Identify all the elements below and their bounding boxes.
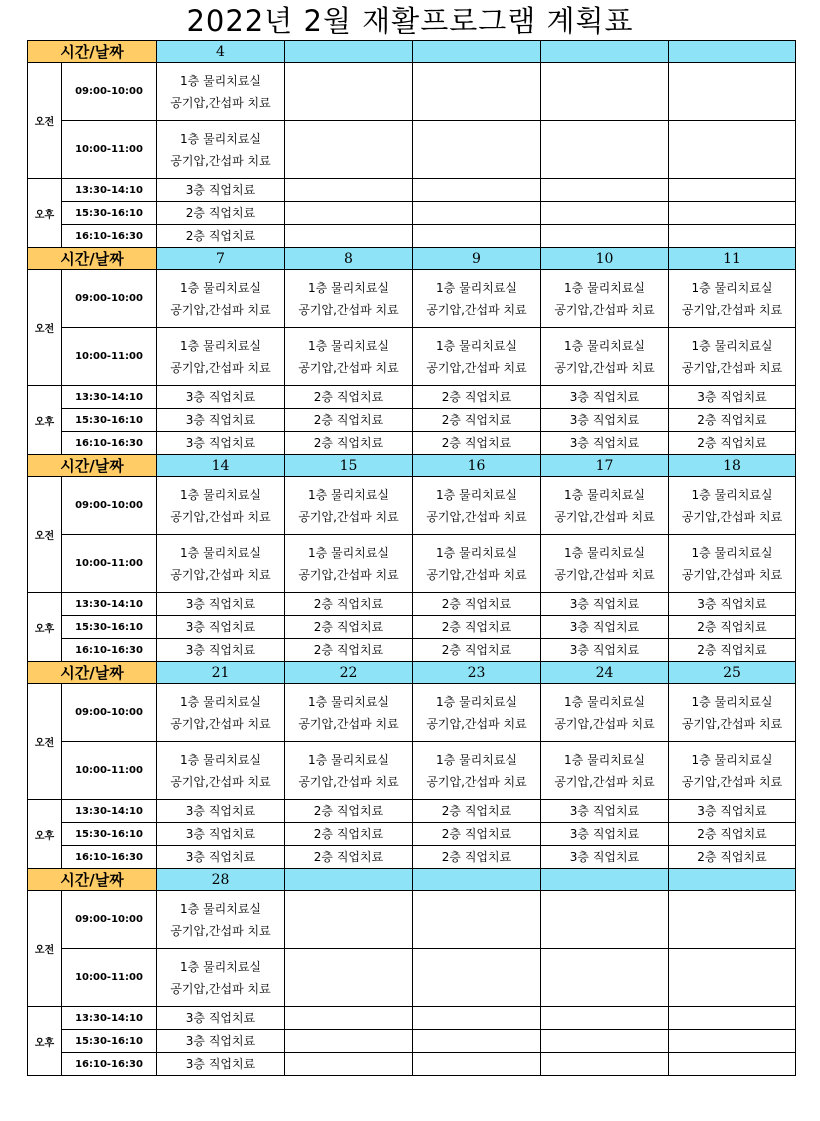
pm-session-cell: 2층 직업치료	[413, 823, 541, 846]
time-date-header: 시간/날짜	[28, 248, 157, 270]
session-location: 1층 물리치료실	[564, 338, 646, 353]
time-date-header: 시간/날짜	[28, 455, 157, 477]
session-treatment: 공기압,간섭파 치료	[426, 302, 527, 317]
date-cell: 15	[285, 455, 413, 477]
date-cell: 11	[669, 248, 796, 270]
pm-session-cell	[541, 1030, 669, 1053]
session-location: 1층 물리치료실	[691, 487, 773, 502]
pm-session-cell: 2층 직업치료	[413, 593, 541, 616]
period-am-label: 오전	[28, 270, 62, 386]
am-session-cell	[669, 477, 796, 535]
pm-session-cell: 2층 직업치료	[413, 846, 541, 869]
session-treatment: 공기압,간섭파 치료	[170, 567, 271, 582]
pm-session-cell: 3층 직업치료	[157, 432, 285, 455]
session-location: 1층 물리치료실	[180, 752, 262, 767]
am-session-cell	[669, 742, 796, 800]
pm-session-cell: 3층 직업치료	[669, 386, 796, 409]
pm-row	[28, 409, 796, 432]
am-session-cell	[413, 477, 541, 535]
session-treatment: 공기압,간섭파 치료	[681, 774, 783, 789]
time-slot: 10:00-11:00	[62, 535, 157, 593]
am-row	[28, 63, 796, 121]
date-cell: 28	[157, 869, 285, 891]
session-location: 1층 물리치료실	[436, 752, 518, 767]
pm-session-cell: 2층 직업치료	[413, 409, 541, 432]
am-session-cell	[669, 891, 796, 949]
session-location: 1층 물리치료실	[691, 752, 773, 767]
session-treatment: 공기압,간섭파 치료	[298, 302, 399, 317]
pm-row	[28, 1030, 796, 1053]
pm-session-cell: 2층 직업치료	[413, 386, 541, 409]
week-header-row	[28, 455, 796, 477]
pm-session-cell: 3층 직업치료	[541, 823, 669, 846]
am-session-cell	[285, 949, 413, 1007]
pm-session-cell	[541, 225, 669, 248]
session-treatment: 공기압,간섭파 치료	[170, 716, 271, 731]
period-pm-label: 오후	[28, 386, 62, 455]
pm-session-cell: 2층 직업치료	[157, 202, 285, 225]
date-cell: 14	[157, 455, 285, 477]
session-treatment: 공기압,간섭파 치료	[170, 981, 271, 996]
session-treatment: 공기압,간섭파 치료	[170, 360, 271, 375]
date-cell: 18	[669, 455, 796, 477]
date-cell	[541, 41, 669, 63]
session-location: 1층 물리치료실	[691, 280, 773, 295]
am-row	[28, 270, 796, 328]
session-treatment: 공기압,간섭파 치료	[170, 509, 271, 524]
pm-session-cell	[669, 1053, 796, 1076]
time-slot: 09:00-10:00	[62, 477, 157, 535]
pm-session-cell: 3층 직업치료	[541, 432, 669, 455]
am-session-cell	[285, 270, 413, 328]
time-slot: 13:30-14:10	[62, 179, 157, 202]
am-row	[28, 477, 796, 535]
am-session-cell	[157, 949, 285, 1007]
pm-session-cell	[285, 202, 413, 225]
am-session-cell	[413, 684, 541, 742]
week-header-row	[28, 869, 796, 891]
period-pm-label: 오후	[28, 593, 62, 662]
session-treatment: 공기압,간섭파 치료	[554, 302, 655, 317]
pm-row	[28, 593, 796, 616]
session-location: 1층 물리치료실	[436, 694, 518, 709]
pm-session-cell: 2층 직업치료	[669, 432, 796, 455]
date-cell: 23	[413, 662, 541, 684]
pm-session-cell: 3층 직업치료	[157, 823, 285, 846]
date-cell: 16	[413, 455, 541, 477]
am-session-cell	[413, 270, 541, 328]
pm-session-cell	[541, 202, 669, 225]
pm-session-cell: 3층 직업치료	[541, 639, 669, 662]
pm-row	[28, 386, 796, 409]
session-location: 1층 물리치료실	[308, 545, 390, 560]
pm-session-cell: 3층 직업치료	[157, 179, 285, 202]
pm-session-cell	[669, 1030, 796, 1053]
pm-session-cell	[413, 225, 541, 248]
pm-row	[28, 846, 796, 869]
am-row	[28, 328, 796, 386]
pm-session-cell	[413, 179, 541, 202]
page-title: 2022년 2월 재활프로그램 계획표	[186, 4, 634, 38]
am-session-cell	[285, 121, 413, 179]
am-session-cell	[285, 684, 413, 742]
period-pm-label: 오후	[28, 800, 62, 869]
period-pm-label: 오후	[28, 179, 62, 248]
period-am-label: 오전	[28, 684, 62, 800]
session-treatment: 공기압,간섭파 치료	[170, 774, 271, 789]
pm-session-cell: 3층 직업치료	[157, 616, 285, 639]
date-cell: 17	[541, 455, 669, 477]
time-slot: 15:30-16:10	[62, 202, 157, 225]
session-location: 1층 물리치료실	[180, 545, 262, 560]
am-session-cell	[669, 63, 796, 121]
pm-row	[28, 1007, 796, 1030]
session-treatment: 공기압,간섭파 치료	[426, 509, 527, 524]
period-am-label: 오전	[28, 891, 62, 1007]
week-header-row	[28, 41, 796, 63]
am-session-cell	[285, 477, 413, 535]
session-treatment: 공기압,간섭파 치료	[554, 360, 655, 375]
session-location: 1층 물리치료실	[308, 752, 390, 767]
time-slot: 15:30-16:10	[62, 616, 157, 639]
session-location: 1층 물리치료실	[564, 280, 646, 295]
session-treatment: 공기압,간섭파 치료	[426, 716, 527, 731]
am-session-cell	[669, 121, 796, 179]
pm-session-cell	[285, 179, 413, 202]
pm-session-cell: 3층 직업치료	[157, 800, 285, 823]
pm-row	[28, 616, 796, 639]
schedule-table	[27, 40, 796, 1076]
time-date-header: 시간/날짜	[28, 662, 157, 684]
am-session-cell	[285, 742, 413, 800]
am-session-cell	[413, 535, 541, 593]
time-slot: 16:10-16:30	[62, 225, 157, 248]
am-session-cell	[541, 477, 669, 535]
session-location: 1층 물리치료실	[691, 545, 773, 560]
session-treatment: 공기압,간섭파 치료	[426, 774, 527, 789]
pm-session-cell	[541, 1053, 669, 1076]
am-session-cell	[541, 63, 669, 121]
pm-row	[28, 225, 796, 248]
pm-session-cell: 3층 직업치료	[157, 409, 285, 432]
session-location: 1층 물리치료실	[180, 280, 262, 295]
am-session-cell	[157, 891, 285, 949]
pm-row	[28, 202, 796, 225]
date-cell: 21	[157, 662, 285, 684]
am-session-cell	[413, 742, 541, 800]
pm-session-cell: 2층 직업치료	[285, 846, 413, 869]
session-location: 1층 물리치료실	[180, 694, 262, 709]
pm-session-cell	[669, 202, 796, 225]
session-location: 1층 물리치료실	[691, 338, 773, 353]
am-session-cell	[413, 328, 541, 386]
period-pm-label: 오후	[28, 1007, 62, 1076]
pm-session-cell	[285, 1053, 413, 1076]
pm-row	[28, 1053, 796, 1076]
am-session-cell	[157, 270, 285, 328]
date-cell	[285, 41, 413, 63]
session-treatment: 공기압,간섭파 치료	[298, 774, 399, 789]
session-location: 1층 물리치료실	[180, 73, 262, 88]
pm-session-cell	[285, 1030, 413, 1053]
session-treatment: 공기압,간섭파 치료	[681, 509, 783, 524]
session-treatment: 공기압,간섭파 치료	[298, 716, 399, 731]
pm-session-cell: 2층 직업치료	[285, 823, 413, 846]
am-session-cell	[157, 684, 285, 742]
date-cell: 7	[157, 248, 285, 270]
pm-row	[28, 823, 796, 846]
pm-session-cell: 3층 직업치료	[669, 593, 796, 616]
pm-session-cell	[413, 1053, 541, 1076]
session-location: 1층 물리치료실	[436, 545, 518, 560]
session-treatment: 공기압,간섭파 치료	[554, 716, 655, 731]
session-location: 1층 물리치료실	[308, 280, 390, 295]
date-cell	[669, 41, 796, 63]
date-cell: 4	[157, 41, 285, 63]
time-slot: 15:30-16:10	[62, 409, 157, 432]
pm-session-cell: 2층 직업치료	[285, 800, 413, 823]
pm-session-cell	[669, 179, 796, 202]
pm-session-cell	[285, 225, 413, 248]
pm-session-cell: 2층 직업치료	[285, 409, 413, 432]
time-slot: 13:30-14:10	[62, 800, 157, 823]
date-cell: 25	[669, 662, 796, 684]
session-location: 1층 물리치료실	[436, 487, 518, 502]
time-slot: 09:00-10:00	[62, 270, 157, 328]
time-slot: 09:00-10:00	[62, 684, 157, 742]
am-session-cell	[157, 328, 285, 386]
pm-session-cell: 3층 직업치료	[157, 1007, 285, 1030]
am-session-cell	[285, 328, 413, 386]
time-slot: 16:10-16:30	[62, 432, 157, 455]
time-slot: 09:00-10:00	[62, 891, 157, 949]
pm-session-cell: 3층 직업치료	[157, 1053, 285, 1076]
week-header-row	[28, 248, 796, 270]
am-row	[28, 949, 796, 1007]
time-slot: 10:00-11:00	[62, 328, 157, 386]
time-slot: 13:30-14:10	[62, 386, 157, 409]
pm-session-cell	[413, 1007, 541, 1030]
pm-session-cell: 2층 직업치료	[285, 593, 413, 616]
time-slot: 13:30-14:10	[62, 1007, 157, 1030]
session-treatment: 공기압,간섭파 치료	[681, 567, 783, 582]
am-session-cell	[669, 949, 796, 1007]
am-session-cell	[541, 684, 669, 742]
pm-session-cell: 3층 직업치료	[157, 386, 285, 409]
session-treatment: 공기압,간섭파 치료	[170, 153, 271, 168]
session-treatment: 공기압,간섭파 치료	[426, 567, 527, 582]
pm-session-cell: 3층 직업치료	[541, 846, 669, 869]
date-cell	[413, 41, 541, 63]
date-cell	[413, 869, 541, 891]
pm-session-cell: 2층 직업치료	[285, 639, 413, 662]
date-cell	[669, 869, 796, 891]
date-cell: 8	[285, 248, 413, 270]
time-slot: 10:00-11:00	[62, 121, 157, 179]
pm-row	[28, 432, 796, 455]
am-session-cell	[413, 63, 541, 121]
time-slot: 16:10-16:30	[62, 1053, 157, 1076]
time-slot: 16:10-16:30	[62, 846, 157, 869]
pm-session-cell: 2층 직업치료	[413, 639, 541, 662]
pm-session-cell: 2층 직업치료	[413, 432, 541, 455]
pm-row	[28, 800, 796, 823]
time-date-header: 시간/날짜	[28, 869, 157, 891]
am-session-cell	[285, 535, 413, 593]
pm-session-cell: 3층 직업치료	[541, 409, 669, 432]
pm-session-cell: 2층 직업치료	[413, 800, 541, 823]
am-session-cell	[157, 63, 285, 121]
am-session-cell	[669, 684, 796, 742]
time-date-header: 시간/날짜	[28, 41, 157, 63]
session-location: 1층 물리치료실	[564, 694, 646, 709]
session-location: 1층 물리치료실	[308, 694, 390, 709]
am-session-cell	[157, 742, 285, 800]
pm-session-cell: 3층 직업치료	[541, 593, 669, 616]
time-slot: 09:00-10:00	[62, 63, 157, 121]
pm-session-cell: 3층 직업치료	[157, 639, 285, 662]
session-location: 1층 물리치료실	[564, 545, 646, 560]
session-location: 1층 물리치료실	[436, 280, 518, 295]
session-location: 1층 물리치료실	[564, 752, 646, 767]
session-location: 1층 물리치료실	[308, 338, 390, 353]
pm-session-cell: 2층 직업치료	[669, 616, 796, 639]
am-session-cell	[541, 535, 669, 593]
pm-row	[28, 179, 796, 202]
session-location: 1층 물리치료실	[180, 338, 262, 353]
pm-session-cell	[413, 1030, 541, 1053]
am-session-cell	[669, 270, 796, 328]
am-session-cell	[157, 535, 285, 593]
pm-session-cell	[669, 1007, 796, 1030]
pm-session-cell: 3층 직업치료	[541, 616, 669, 639]
pm-session-cell: 2층 직업치료	[669, 409, 796, 432]
session-location: 1층 물리치료실	[180, 131, 262, 146]
session-location: 1층 물리치료실	[180, 901, 262, 916]
pm-session-cell: 2층 직업치료	[413, 616, 541, 639]
session-treatment: 공기압,간섭파 치료	[681, 716, 783, 731]
am-session-cell	[541, 949, 669, 1007]
date-cell: 9	[413, 248, 541, 270]
session-treatment: 공기압,간섭파 치료	[298, 509, 399, 524]
am-session-cell	[157, 121, 285, 179]
pm-session-cell: 2층 직업치료	[285, 386, 413, 409]
session-location: 1층 물리치료실	[564, 487, 646, 502]
time-slot: 16:10-16:30	[62, 639, 157, 662]
am-row	[28, 891, 796, 949]
pm-session-cell: 3층 직업치료	[541, 800, 669, 823]
pm-session-cell: 2층 직업치료	[285, 432, 413, 455]
am-session-cell	[669, 535, 796, 593]
pm-session-cell: 2층 직업치료	[157, 225, 285, 248]
pm-session-cell	[541, 179, 669, 202]
pm-session-cell: 2층 직업치료	[285, 616, 413, 639]
session-location: 1층 물리치료실	[308, 487, 390, 502]
session-treatment: 공기압,간섭파 치료	[554, 774, 655, 789]
session-location: 1층 물리치료실	[691, 694, 773, 709]
session-treatment: 공기압,간섭파 치료	[554, 567, 655, 582]
week-header-row	[28, 662, 796, 684]
period-am-label: 오전	[28, 63, 62, 179]
am-session-cell	[541, 270, 669, 328]
schedule-body	[28, 41, 796, 1076]
am-session-cell	[413, 949, 541, 1007]
pm-session-cell: 2층 직업치료	[669, 846, 796, 869]
am-session-cell	[541, 891, 669, 949]
session-location: 1층 물리치료실	[180, 959, 262, 974]
am-session-cell	[541, 328, 669, 386]
am-session-cell	[157, 477, 285, 535]
pm-session-cell: 2층 직업치료	[669, 823, 796, 846]
pm-session-cell: 3층 직업치료	[157, 593, 285, 616]
date-cell	[541, 869, 669, 891]
date-cell	[285, 869, 413, 891]
am-session-cell	[669, 328, 796, 386]
date-cell: 10	[541, 248, 669, 270]
time-slot: 13:30-14:10	[62, 593, 157, 616]
session-treatment: 공기압,간섭파 치료	[298, 567, 399, 582]
session-treatment: 공기압,간섭파 치료	[681, 360, 783, 375]
session-treatment: 공기압,간섭파 치료	[170, 95, 271, 110]
session-treatment: 공기압,간섭파 치료	[170, 302, 271, 317]
pm-session-cell	[413, 202, 541, 225]
time-slot: 15:30-16:10	[62, 823, 157, 846]
am-session-cell	[541, 742, 669, 800]
am-row	[28, 535, 796, 593]
am-row	[28, 684, 796, 742]
session-location: 1층 물리치료실	[436, 338, 518, 353]
pm-session-cell: 3층 직업치료	[157, 846, 285, 869]
pm-session-cell	[669, 225, 796, 248]
am-session-cell	[285, 63, 413, 121]
pm-row	[28, 639, 796, 662]
am-row	[28, 121, 796, 179]
session-treatment: 공기압,간섭파 치료	[426, 360, 527, 375]
session-treatment: 공기압,간섭파 치료	[554, 509, 655, 524]
session-treatment: 공기압,간섭파 치료	[170, 923, 271, 938]
session-treatment: 공기압,간섭파 치료	[298, 360, 399, 375]
pm-session-cell	[541, 1007, 669, 1030]
time-slot: 10:00-11:00	[62, 949, 157, 1007]
time-slot: 15:30-16:10	[62, 1030, 157, 1053]
date-cell: 22	[285, 662, 413, 684]
pm-session-cell: 3층 직업치료	[669, 800, 796, 823]
date-cell: 24	[541, 662, 669, 684]
pm-session-cell	[285, 1007, 413, 1030]
session-location: 1층 물리치료실	[180, 487, 262, 502]
pm-session-cell: 3층 직업치료	[157, 1030, 285, 1053]
am-session-cell	[413, 891, 541, 949]
am-row	[28, 742, 796, 800]
am-session-cell	[413, 121, 541, 179]
am-session-cell	[285, 891, 413, 949]
session-treatment: 공기압,간섭파 치료	[681, 302, 783, 317]
am-session-cell	[541, 121, 669, 179]
pm-session-cell: 2층 직업치료	[669, 639, 796, 662]
pm-session-cell: 3층 직업치료	[541, 386, 669, 409]
time-slot: 10:00-11:00	[62, 742, 157, 800]
period-am-label: 오전	[28, 477, 62, 593]
